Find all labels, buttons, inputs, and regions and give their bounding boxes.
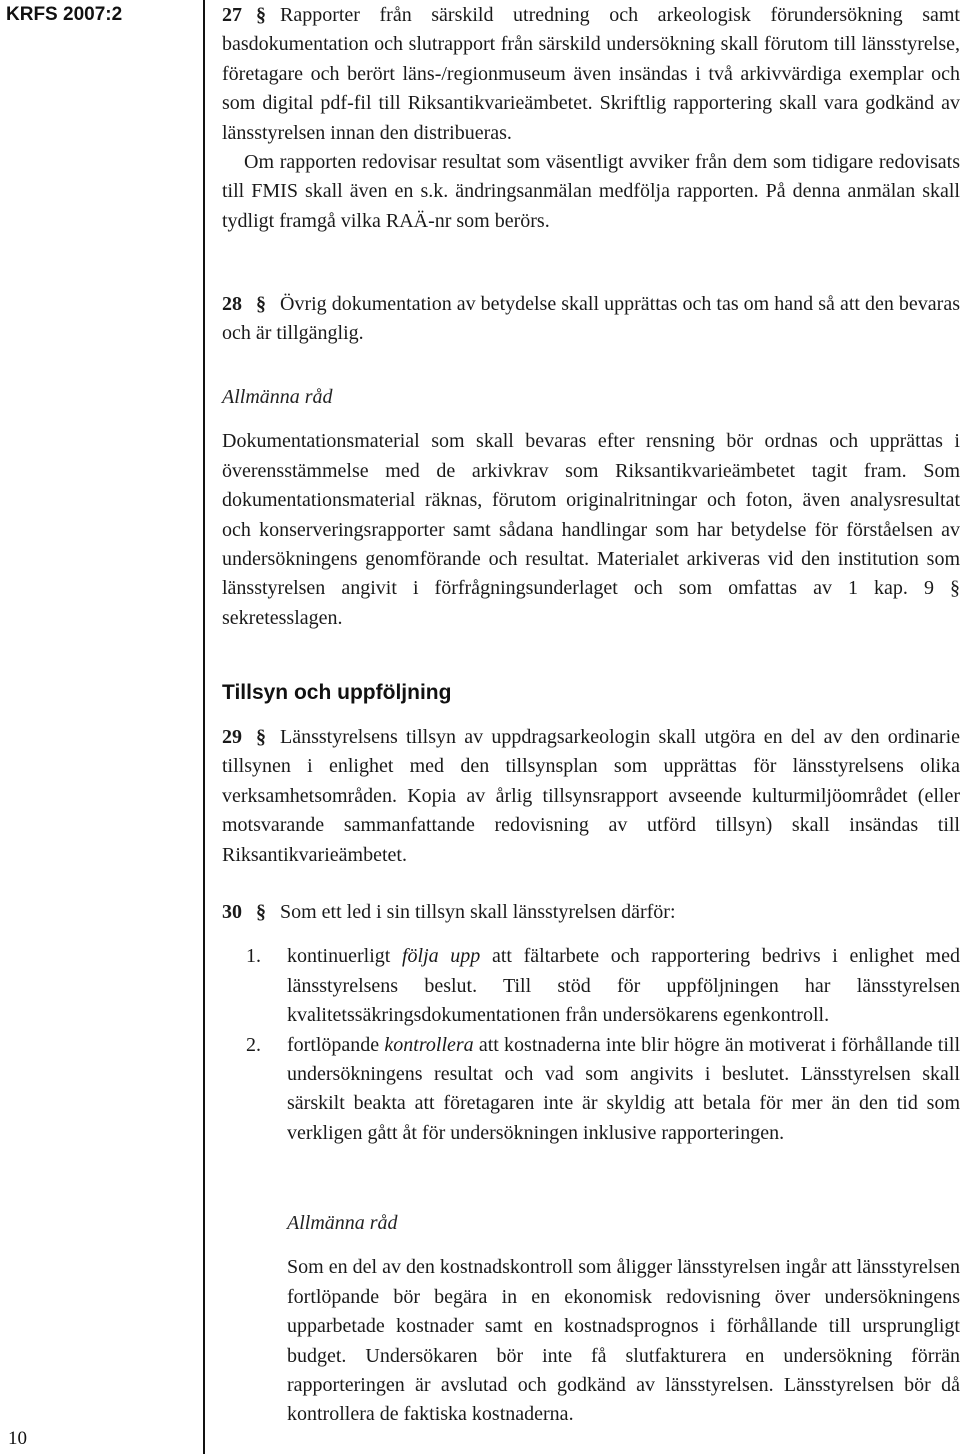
section-30-intro xyxy=(222,898,960,927)
general-advice-1 xyxy=(222,383,960,633)
section-text: Övrig dokumentation av betydelse skall upprättas och tas om hand så att den bevaras och är tillgänglig. xyxy=(222,293,960,345)
section-number: 30 xyxy=(222,901,242,923)
section-number: 28 xyxy=(222,293,242,315)
list-item-text-post: att fältarbete och rapportering bedrivs i enlighet med länsstyrelsens beslut. Till stöd för uppföljningen har länsstyrelsen kvalitetssäkringsdokumentationen från undersökarens egenkontroll. xyxy=(287,945,960,1027)
section-text: Som ett led i sin tillsyn skall länsstyrelsen därför: xyxy=(280,901,676,923)
section-mark: § xyxy=(256,4,266,26)
section-mark: § xyxy=(256,726,266,748)
general-advice-text: Som en del av den kostnadskontroll som åligger länsstyrelsen ingår att länsstyrelsen fortlöpande bör begära in en ekonomisk redovisning över undersökningens upparbetade kostnader samt en kostnadsprognos i förhållande till ursprungligt budget. Undersökaren bör inte få slutfakturera en undersökning förrän rapporteringen är avslutad och godkänd av länsstyrelsen. Länsstyrelsen bör då kontrollera de faktiska kostnaderna. xyxy=(287,1256,960,1426)
list-item-number: 2. xyxy=(246,1033,261,1056)
section-30 xyxy=(222,898,960,1148)
sidebar-rule xyxy=(203,0,205,1454)
section-27-paragraph-2: Om rapporten redovisar resultat som väsentligt avviker från dem som tidigare redovisats till FMIS skall även en s.k. ändringsanmälan medfölja rapporten. På denna anmälan skall tydligt framgå vilka RAÄ-nr som berörs. xyxy=(222,151,960,232)
page-number: 10 xyxy=(8,1428,27,1449)
running-head: KRFS 2007:2 xyxy=(6,4,123,25)
section-29-paragraph xyxy=(222,723,960,870)
section-28-paragraph xyxy=(222,290,960,349)
list-item xyxy=(222,1031,960,1149)
section-text: Rapporter från särskild utredning och arkeologisk förundersökning samt basdokumentation och slutrapport från särskild undersökning skall förutom till länsstyrelse, företagare och berört läns-/regionmuseum även insändas i två arkivvärdiga exemplar och som digital pdf-fil till Riksantikvarieämbetet. Skriftlig rapportering skall vara godkänd av länsstyrelsen innan den distribueras. xyxy=(222,4,960,144)
section-29 xyxy=(222,723,960,870)
list-item-text-post: att kostnaderna inte blir högre än motiverat i förhållande till undersökningens resultat och vad som angivits i beslutet. Länsstyrelsen skall särskilt beakta att företagaren inte är skyldig att betala för mer än den tid som verkligen gått åt för undersökningen inklusive rapporteringen. xyxy=(287,1033,960,1144)
section-30-list xyxy=(222,942,960,1148)
section-27 xyxy=(222,1,960,236)
section-text: Länsstyrelsens tillsyn av uppdragsarkeologin skall utgöra en del av den ordinarie tillsynen i enlighet med den tillsynsplan som upprättas för länsstyrelsens olika verksamhetsområden. Kopia av årlig tillsynsrapport avseende kulturmiljöområdet (eller motsvarande sammanfattande redovisning av utförd tillsyn) skall insändas till Riksantikvarieämbetet. xyxy=(222,726,960,866)
section-heading: Tillsyn och uppföljning xyxy=(222,681,452,704)
section-number: 27 xyxy=(222,4,242,26)
general-advice-label: Allmänna råd xyxy=(222,386,333,408)
list-item-emphasis: kontrollera xyxy=(384,1033,474,1056)
list-item-emphasis: följa upp xyxy=(401,945,481,968)
list-item-text-pre: fortlöpande xyxy=(287,1033,385,1056)
section-mark: § xyxy=(256,901,266,923)
list-item-number: 1. xyxy=(246,945,261,968)
list-item-text-pre: kontinuerligt xyxy=(287,945,402,968)
general-advice-text: Dokumentationsmaterial som skall bevaras efter rensning bör ordnas och upprättas i överensstämmelse med de arkivkrav som Riksantikvarieämbetet tagit fram. Som dokumentationsmaterial räknas, förutom originalritningar och foton, även analysresultat och konserveringsrapporter samt sådana handlingar som har betydelse för förståelsen av undersökningens genomförande och resultat. Materialet arkiveras vid den institution som länsstyrelsen angivit i förfrågningsunderlaget och som omfattas av 1 kap. 9 § sekretesslagen. xyxy=(222,430,960,629)
list-item xyxy=(222,942,960,1030)
general-advice-2 xyxy=(287,1209,960,1430)
section-mark: § xyxy=(256,293,266,315)
general-advice-label: Allmänna råd xyxy=(287,1212,398,1234)
section-27-paragraph xyxy=(222,1,960,148)
section-number: 29 xyxy=(222,726,242,748)
section-28 xyxy=(222,290,960,349)
